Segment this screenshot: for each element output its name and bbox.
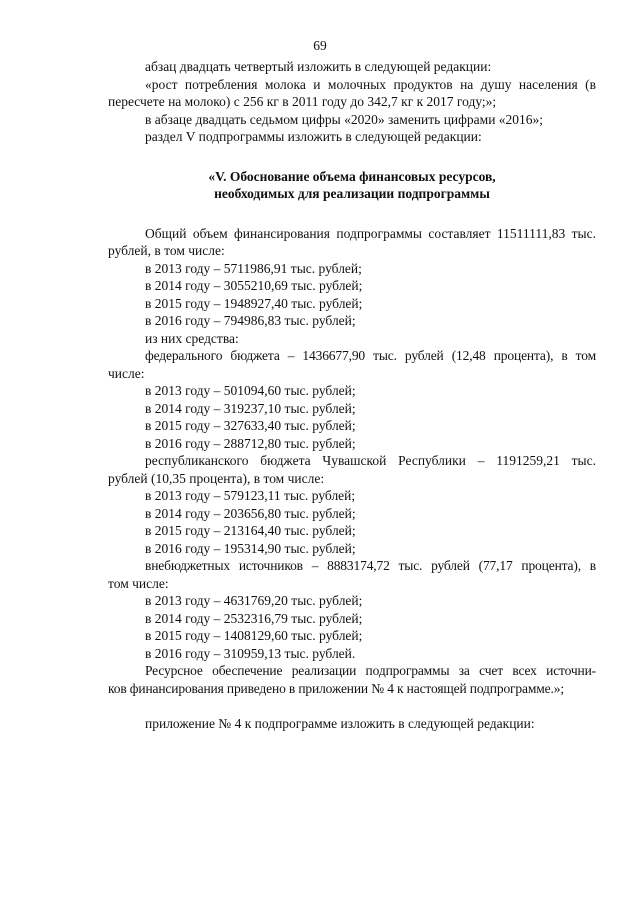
offbudget-year-item: в 2016 году – 310959,13 тыс. рублей. bbox=[145, 645, 356, 661]
offbudget-year-item: в 2015 году – 1408129,60 тыс. рублей; bbox=[145, 628, 363, 643]
federal-year-item: в 2016 году – 288712,80 тыс. рублей; bbox=[145, 435, 356, 451]
federal-budget-line-1: федерального бюджета – 1436677,90 тыс. рублей (12,48 процента), в том bbox=[145, 348, 596, 363]
amendment-paragraph-27: в абзаце двадцать седьмом цифры «2020» заменить цифрами «2016»; bbox=[145, 111, 544, 127]
total-year-item: в 2014 году – 3055210,69 тыс. рублей; bbox=[145, 278, 363, 293]
section-heading bbox=[108, 168, 596, 203]
offbudget-line-1: внебюджетных источников – 8883174,72 тыс. рублей (77,17 процента), в bbox=[145, 558, 596, 573]
section-heading-line-2: необходимых для реализации подпрограммы bbox=[214, 186, 490, 201]
document-body bbox=[108, 58, 596, 733]
republic-year-item: в 2014 году – 203656,80 тыс. рублей; bbox=[145, 505, 356, 521]
federal-budget-line-2: числе: bbox=[108, 365, 145, 381]
republic-budget-line-2: рублей (10,35 процента), в том числе: bbox=[108, 470, 325, 486]
republic-year-item: в 2016 году – 195314,90 тыс. рублей; bbox=[145, 540, 356, 556]
offbudget-line-2: том числе: bbox=[108, 575, 169, 591]
republic-budget-line-1: республиканского бюджета Чувашской Республики – 1191259,21 тыс. bbox=[145, 453, 596, 468]
republic-year-item: в 2013 году – 579123,11 тыс. рублей; bbox=[145, 488, 356, 503]
amendment-section-v: раздел V подпрограммы изложить в следующей редакции: bbox=[145, 129, 482, 144]
amendment-quote-line-2: пересчете на молоко) с 256 кг в 2011 году до 342,7 кг к 2017 году;»; bbox=[108, 94, 497, 109]
republic-year-item: в 2015 году – 213164,40 тыс. рублей; bbox=[145, 523, 356, 538]
offbudget-year-item: в 2014 году – 2532316,79 тыс. рублей; bbox=[145, 610, 363, 626]
total-year-item: в 2016 году – 794986,83 тыс. рублей; bbox=[145, 313, 356, 328]
page-number: 69 bbox=[313, 38, 327, 53]
amendment-quote-line-1: «рост потребления молока и молочных продуктов на душу населения (в bbox=[145, 76, 596, 92]
total-year-item: в 2013 году – 5711986,91 тыс. рублей; bbox=[145, 260, 362, 276]
closing-instruction: приложение № 4 к подпрограмме изложить в следующей редакции: bbox=[145, 716, 535, 731]
section-heading-line-1: «V. Обоснование объема финансовых ресурсов, bbox=[208, 168, 496, 184]
resource-provision-line-1: Ресурсное обеспечение реализации подпрограммы за счет всех источни- bbox=[145, 663, 596, 678]
federal-year-item: в 2015 году – 327633,40 тыс. рублей; bbox=[145, 418, 356, 433]
total-financing-line-1: Общий объем финансирования подпрограммы составляет 11511111,83 тыс. bbox=[145, 225, 596, 241]
sources-intro: из них средства: bbox=[145, 330, 239, 346]
paragraph-gap bbox=[108, 697, 596, 715]
federal-year-item: в 2013 году – 501094,60 тыс. рублей; bbox=[145, 383, 356, 398]
federal-year-item: в 2014 году – 319237,10 тыс. рублей; bbox=[145, 400, 356, 416]
total-financing-line-2: рублей, в том числе: bbox=[108, 243, 225, 258]
total-year-item: в 2015 году – 1948927,40 тыс. рублей; bbox=[145, 295, 363, 311]
offbudget-year-item: в 2013 году – 4631769,20 тыс. рублей; bbox=[145, 593, 363, 608]
amendment-paragraph-24: абзац двадцать четвертый изложить в следующей редакции: bbox=[145, 59, 492, 74]
resource-provision-line-2: ков финансирования приведено в приложении № 4 к настоящей подпрограмме.»; bbox=[108, 680, 564, 696]
